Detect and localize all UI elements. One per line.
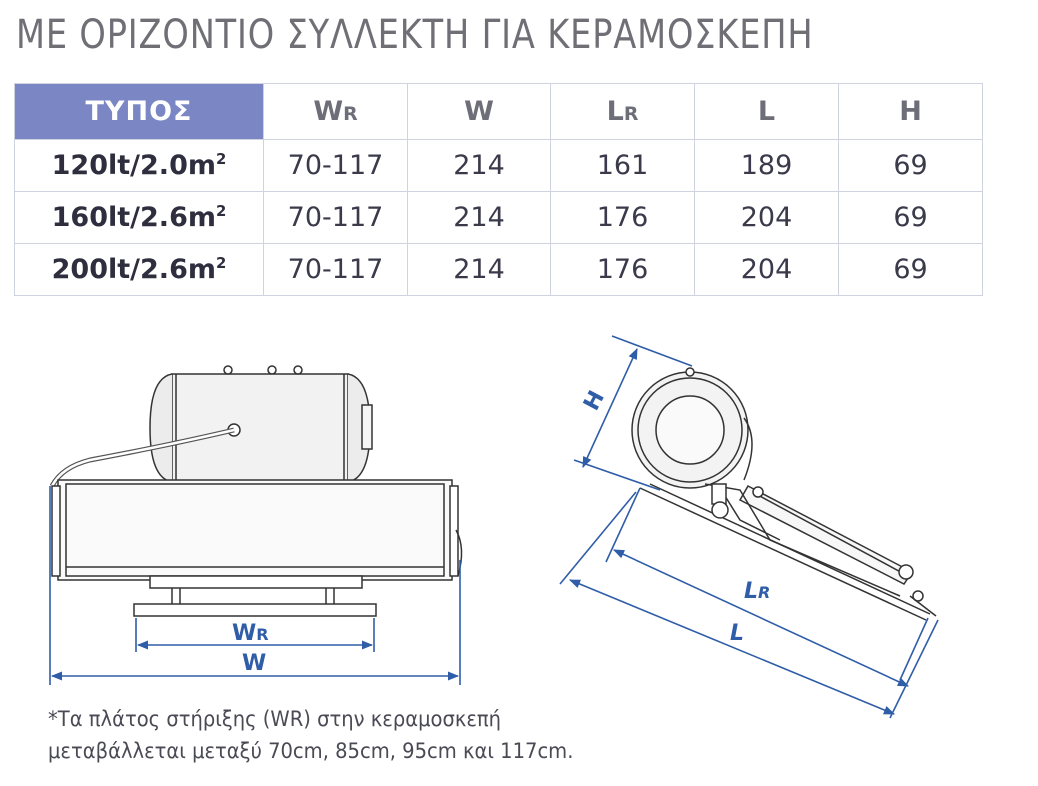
side-h-label: H bbox=[579, 386, 610, 415]
front-w-label: W bbox=[242, 651, 267, 676]
cell-l: 189 bbox=[695, 140, 839, 192]
collector-panel bbox=[52, 480, 462, 580]
l-dimension-line bbox=[570, 580, 894, 714]
cell-type-sup: 2 bbox=[216, 254, 227, 272]
cell-h: 69 bbox=[839, 140, 983, 192]
header-type: ΤΥΠΟΣ bbox=[15, 84, 264, 140]
roof-support bbox=[134, 576, 376, 616]
cell-w: 214 bbox=[408, 140, 551, 192]
page-title: ΜΕ ΟΡΙΖΟΝΤΙΟ ΣΥΛΛΕΚΤΗ ΓΙΑ ΚΕΡΑΜΟΣΚΕΠΗ bbox=[16, 12, 814, 58]
header-w: W bbox=[408, 84, 551, 140]
cell-lr: 176 bbox=[551, 244, 695, 296]
side-view-drawing bbox=[632, 368, 936, 620]
header-h: H bbox=[839, 84, 983, 140]
cell-w: 214 bbox=[408, 244, 551, 296]
header-wr-main: W bbox=[313, 96, 344, 127]
footnote-line-2: μεταβάλλεται μεταξύ 70cm, 85cm, 95cm και 117cm. bbox=[48, 739, 574, 763]
cell-wr: 70-117 bbox=[264, 140, 408, 192]
cell-type-main: 160lt/2.6m bbox=[51, 202, 216, 233]
side-l-label: L bbox=[730, 621, 745, 646]
footnote-line-1: *Τα πλάτος στήριξης (WR) στην κεραμοσκεπή bbox=[48, 707, 502, 731]
cell-w: 214 bbox=[408, 192, 551, 244]
cell-type-main: 200lt/2.6m bbox=[51, 254, 216, 285]
tank-front bbox=[150, 366, 372, 482]
cell-lr: 161 bbox=[551, 140, 695, 192]
footnote bbox=[48, 703, 573, 767]
cell-lr: 176 bbox=[551, 192, 695, 244]
front-wr-label: WR bbox=[232, 621, 269, 646]
cell-type-sup: 2 bbox=[216, 202, 227, 220]
cell-wr: 70-117 bbox=[264, 192, 408, 244]
header-lr-sub: R bbox=[623, 103, 639, 125]
header-wr-sub: R bbox=[343, 103, 358, 125]
cell-l: 204 bbox=[695, 192, 839, 244]
lr-dimension-line bbox=[614, 550, 908, 686]
cell-l: 204 bbox=[695, 244, 839, 296]
header-lr-main: L bbox=[606, 96, 624, 127]
tank-side bbox=[632, 368, 752, 488]
cell-type-main: 120lt/2.0m bbox=[51, 150, 216, 181]
header-l: L bbox=[695, 84, 839, 140]
front-view-drawing bbox=[52, 366, 462, 616]
cell-h: 69 bbox=[839, 244, 983, 296]
cell-h: 69 bbox=[839, 192, 983, 244]
cell-type-sup: 2 bbox=[216, 150, 227, 168]
tilted-collector bbox=[640, 484, 936, 620]
side-lr-label: LR bbox=[744, 579, 771, 604]
cell-wr: 70-117 bbox=[264, 244, 408, 296]
side-dimensions bbox=[560, 336, 938, 718]
